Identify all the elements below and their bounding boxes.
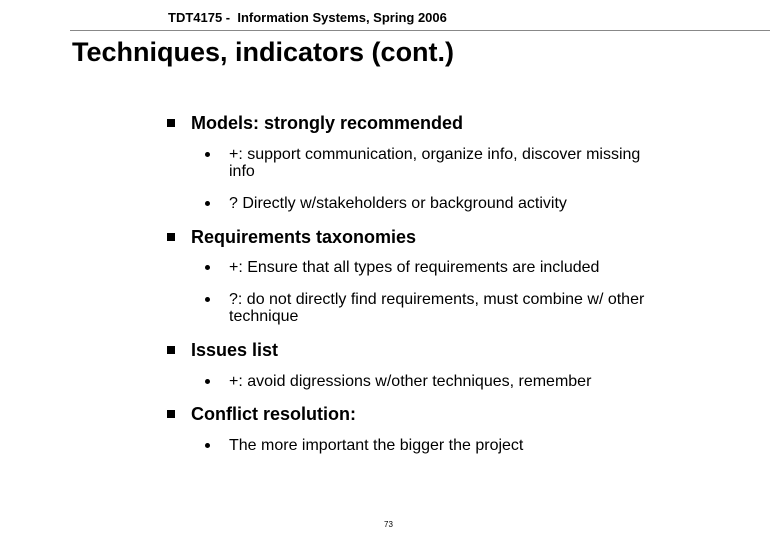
list-item (229, 195, 659, 212)
section-heading: Conflict resolution: (191, 404, 356, 424)
list-item (229, 373, 659, 390)
square-bullet-icon (167, 410, 175, 418)
list-item-text: +: avoid digressions w/other techniques, remember (229, 373, 592, 390)
section-requirements-taxonomies (191, 227, 416, 247)
dot-bullet-icon (205, 201, 210, 206)
section-heading: Issues list (191, 340, 279, 360)
dot-bullet-icon (205, 265, 210, 270)
slide-title: Techniques, indicators (cont.) (72, 37, 455, 67)
list-item-text: ? Directly w/stakeholders or background activity (229, 195, 567, 212)
list-item-text: The more important the bigger the project (229, 437, 524, 454)
list-item (229, 437, 659, 454)
section-conflict-resolution (191, 404, 356, 424)
dot-bullet-icon (205, 297, 210, 302)
dot-bullet-icon (205, 443, 210, 448)
list-item-text: +: support communication, organize info, discover missing info (229, 146, 641, 180)
list-item-text: ?: do not directly find requirements, must combine w/ other technique (229, 291, 645, 325)
square-bullet-icon (167, 119, 175, 127)
list-item-text: +: Ensure that all types of requirements are included (229, 259, 600, 276)
section-models (191, 113, 463, 133)
list-item (229, 291, 659, 325)
list-item (229, 259, 659, 276)
page-number: 73 (384, 520, 393, 529)
dot-bullet-icon (205, 379, 210, 384)
list-item (229, 146, 659, 180)
section-heading: Models: strongly recommended (191, 113, 464, 133)
square-bullet-icon (167, 233, 175, 241)
course-header: TDT4175 - Information Systems, Spring 2006 (168, 10, 447, 25)
dot-bullet-icon (205, 152, 210, 157)
section-issues-list (191, 340, 278, 360)
square-bullet-icon (167, 346, 175, 354)
section-heading: Requirements taxonomies (191, 227, 417, 247)
